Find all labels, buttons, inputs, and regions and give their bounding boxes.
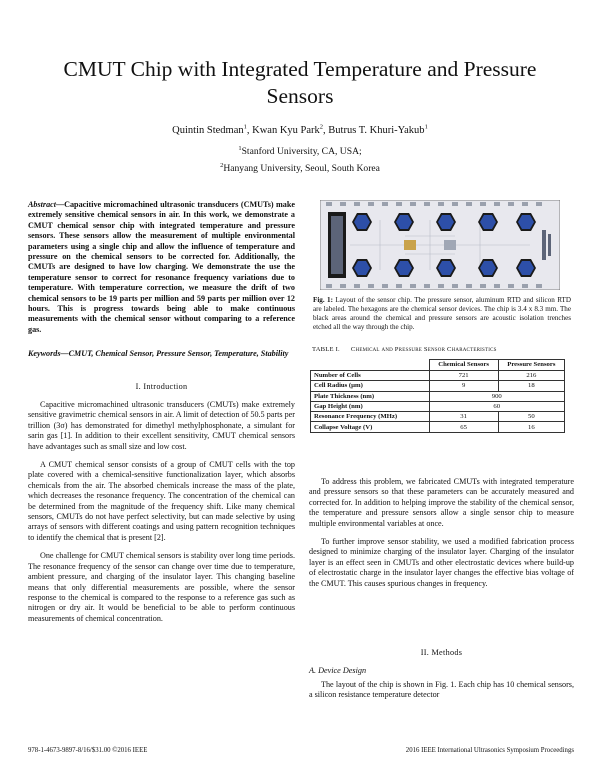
pressure-sensor [331, 216, 343, 274]
affiliation-1: $^1$Stanford University, CA, USA; [238, 144, 362, 157]
figure-caption: Fig. 1: Layout of the sensor chip. The pressure sensor, aluminum RTD and silicon RTD are labeled. The hexagons are the chemical sensor devices. The chip is 3.4 x 8.3 mm. The black areas around the chemical and pressure sensors are acoustic isolation trenches etched all the way through the chip. [313, 296, 571, 331]
label-marker [542, 230, 546, 260]
paragraph: A CMUT chemical sensor consists of a group of CMUT cells with the top plate covered with a chemical-sensitive functionalization layer, which absorbs chemicals from the air. The absorbed chemicals increase the mass of the plate, which decreases the resonance frequency. The concentration of the chemical can be determined from the magnitude of the frequency shift. Like many chemical sensors, CMUTs do not have perfect selectivity, but can made selective by using arrays of sensors with different coatings and using pattern recognition techniques to identify the chemical that is present [2]. [28, 460, 295, 542]
paragraph: To further improve sensor stability, we used a modified fabrication process designed to minimize charging of the insulator layer. Charging of the insulator layer is an effect seen in CMUTs and other electrostatic devices where build-up of electrostatic charge in the insulator layer changes the effective bias voltage of the CMUT. This causes spurious changes in frequency. [309, 537, 574, 588]
intro-body [28, 400, 295, 624]
table-row: Cell Radius (µm) 9 18 [311, 381, 565, 391]
footer-proceedings: 2016 IEEE International Ultrasonics Symposium Proceedings [405, 747, 574, 754]
paper-title: CMUT Chip with Integrated Temperature and Pressure Sensors [63, 57, 537, 108]
subsection-heading-device-design: A. Device Design [309, 666, 367, 675]
table-row: Resonance Frequency (MHz) 31 50 [311, 412, 565, 422]
paragraph: The layout of the chip is shown in Fig. 1. Each chip has 10 chemical sensors, a silicon resistance temperature detector [309, 680, 574, 700]
abstract: Abstract—Capacitive micromachined ultrasonic transducers (CMUTs) make extremely sensitive chemical sensors in air. In this work, we demonstrate a CMUT chemical sensor chip with integrated temperature and pressure sensors. These sensors allow the measurement of multiple environmental parameters using a single chip and allow the influence of temperature and pressure on the chemical sensors to be corrected for. Additionally, the CMUTs are designed to have low charging. We demonstrate the use the temperature sensor to correct for resonance frequency variations due to temperature. With temperature correction, we measure the drift of two chemical sensors to be 19 parts per million and 59 parts per million over 12 hours. This is progress towards being able to make continuous measurements with the chemical sensor without comparing to a reference gas. [28, 200, 295, 334]
paragraph: One challenge for CMUT chemical sensors is stability over long time periods. The resonance frequency of the sensor can change over time due to temperature, ambient pressure, and charging of the insulator layer. This changing baseline means that only differential measurements are possible, where the sensor response to the chemical is compared to the response to a reference gas such as nitrogen or dry air. It would be beneficial to be able to perform continuous measurements of chemical concentration. [28, 551, 295, 623]
affiliation-2: $^2$Hanyang University, Seoul, South Korea [220, 161, 380, 174]
author-line: Quintin Stedman$^1$, Kwan Kyu Park$^2$, Butrus T. Khuri-Yakub$^1$ [172, 123, 428, 136]
chip-layout-graphic [320, 200, 560, 290]
sensor-characteristics-table [310, 359, 565, 433]
table-title: TABLE I. Chemical and Pressure Sensor Characteristics [312, 346, 497, 353]
author-name: Kwan Kyu Park [252, 125, 320, 136]
table-row: Gap Height (nm) 60 [311, 401, 565, 411]
author-name: Butrus T. Khuri-Yakub [328, 125, 425, 136]
table-row: Collapse Voltage (V) 65 16 [311, 422, 565, 432]
device-design-body [309, 680, 574, 701]
section-heading-introduction: I. Introduction [135, 382, 188, 391]
paragraph: Capacitive micromachined ultrasonic transducers (CMUTs) make extremely sensitive gravimetric chemical sensors in air. A limit of detection of 50.5 parts per trillion (3σ) has demonstrated for dimethyl methylphosphonate, a simulant for sarin gas [1]. In addition to their excellent sensitivity, CMUT chemical sensors have advantages such as small size and low cost. [28, 400, 295, 451]
column-header: Chemical Sensors [429, 360, 498, 371]
table-row: Number of Cells 721 216 [311, 371, 565, 381]
section-heading-methods: II. Methods [420, 648, 463, 657]
footer-copyright: 978-1-4673-9897-8/16/$31.00 ©2016 IEEE [28, 747, 148, 754]
chip-layout-figure [320, 200, 560, 290]
aluminum-rtd [404, 240, 416, 250]
keywords: Keywords—CMUT, Chemical Sensor, Pressure Sensor, Temperature, Stability [28, 349, 289, 358]
table-header-row [311, 360, 565, 371]
right-body [309, 477, 574, 589]
column-header: Pressure Sensors [498, 360, 564, 371]
table-row: Plate Thickness (nm) 900 [311, 391, 565, 401]
silicon-rtd [444, 240, 456, 250]
paragraph: To address this problem, we fabricated CMUTs with integrated temperature and pressure sensors so that these parameters can be accurately measured and corrected for. In addition to helping improve the stability of the chemical sensor, the temperature and pressure sensors allow a single sensor chip to measure multiple environmental variables at once. [309, 477, 574, 528]
label-marker [548, 234, 551, 256]
author-name: Quintin Stedman [172, 125, 244, 136]
